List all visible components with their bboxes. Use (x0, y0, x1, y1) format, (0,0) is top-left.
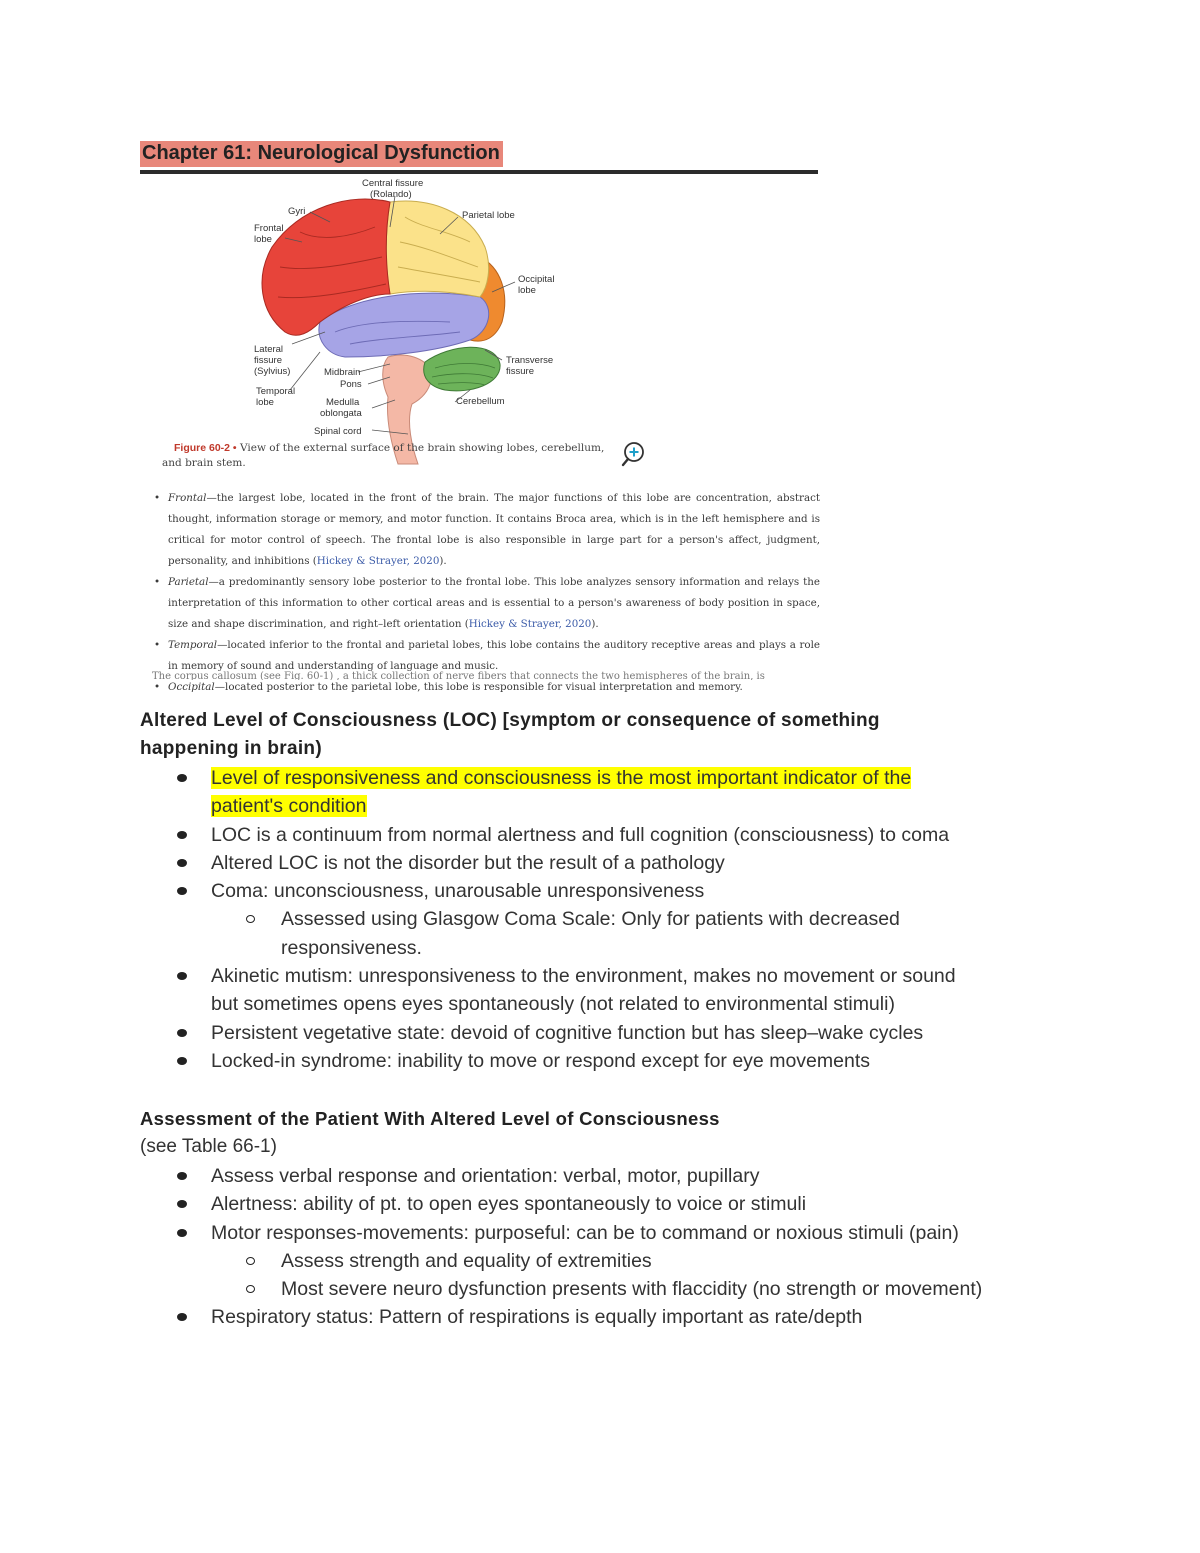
section2-list (140, 1162, 1100, 1332)
figure-caption (174, 442, 604, 454)
cut-off-text: The corpus callosum (see Fig. 60-1) , a thick collection of nerve fibers that connects the two hemispheres of the brain, is (152, 671, 765, 680)
figure-caption-line2: and brain stem. (162, 457, 246, 469)
label-cerebellum: Cerebellum (456, 396, 505, 407)
list-item: Motor responses-movements: purposeful: can be to command or noxious stimuli (pain) (140, 1219, 1100, 1247)
cerebellum-shape (424, 347, 500, 391)
zoom-in-icon[interactable] (620, 440, 648, 468)
list-item: LOC is a continuum from normal alertness and full cognition (consciousness) to coma (140, 821, 1100, 849)
sub-list-item: Assess strength and equality of extremities (140, 1247, 1100, 1275)
list-item: Altered LOC is not the disorder but the result of a pathology (140, 849, 1100, 877)
label-temporal: Temporal (256, 386, 296, 397)
lobe-item-parietal: • Parietal—a predominantly sensory lobe posterior to the frontal lobe. This lobe analyzes sensory information and relays the interpretation of this information to other cortical areas and is essential to a person's awareness of body position in space, size and shape discrimination, and right–left orientation (Hickey & Strayer, 2020). (150, 572, 820, 635)
list-item: Akinetic mutism: unresponsiveness to the environment, makes no movement or sound but sometimes opens eyes spontaneously (not related to environmental stimuli) (140, 962, 1100, 1019)
list-item: Respiratory status: Pattern of respirations is equally important as rate/depth (140, 1303, 1100, 1331)
label-fissure: fissure (254, 355, 282, 366)
citation-link[interactable]: Hickey & Strayer, 2020 (468, 618, 592, 630)
section1-heading-line2: happening in brain) (140, 738, 322, 759)
label-spinal-cord: Spinal cord (314, 426, 362, 437)
label-lateral: Lateral (254, 344, 284, 355)
lobe-descriptions (150, 488, 820, 698)
bullet-icon (177, 774, 187, 782)
label-parietal-lobe: Parietal lobe (462, 210, 515, 221)
hollow-bullet-icon (246, 915, 255, 923)
bullet-icon (177, 1313, 187, 1321)
list-item: Alertness: ability of pt. to open eyes spontaneously to voice or stimuli (140, 1190, 1100, 1218)
sub-list-item: Most severe neuro dysfunction presents with flaccidity (no strength or movement) (140, 1275, 1100, 1303)
hollow-bullet-icon (246, 1285, 255, 1293)
brain-figure (150, 172, 820, 707)
label-oblongata: oblongata (320, 408, 362, 419)
label-central-fissure: Central fissure (362, 178, 424, 189)
bullet-icon (177, 887, 187, 895)
list-item: Coma: unconsciousness, unarousable unresponsiveness (140, 877, 1100, 905)
label-rolando: (Rolando) (370, 189, 412, 200)
bullet-icon (177, 972, 187, 980)
label-pons: Pons (340, 379, 362, 390)
bullet-icon (177, 831, 187, 839)
list-item: Level of responsiveness and consciousness is the most important indicator of the patient's condition (140, 764, 1100, 821)
label-medulla: Medulla (326, 397, 360, 408)
figure-caption-text: View of the external surface of the brain showing lobes, cerebellum, (239, 442, 605, 454)
chapter-title: Chapter 61: Neurological Dysfunction (140, 141, 503, 167)
list-item: Persistent vegetative state: devoid of cognitive function but has sleep–wake cycles (140, 1019, 1100, 1047)
label-sylvius: (Sylvius) (254, 366, 291, 377)
bullet-icon (177, 859, 187, 867)
label-occipital: Occipital (518, 274, 555, 285)
bullet-icon (177, 1229, 187, 1237)
label-transverse: Transverse (506, 355, 554, 366)
label-midbrain: Midbrain (324, 367, 361, 378)
list-item: Assess verbal response and orientation: verbal, motor, pupillary (140, 1162, 1100, 1190)
citation-link[interactable]: Hickey & Strayer, 2020 (316, 555, 440, 567)
bullet-icon (177, 1029, 187, 1037)
label-gyri: Gyri (288, 206, 306, 217)
sub-list-item: Assessed using Glasgow Coma Scale: Only for patients with decreased responsiveness. (140, 905, 1100, 962)
label-transverse-fissure: fissure (506, 366, 534, 377)
section1-heading-line1: Altered Level of Consciousness (LOC) [symptom or consequence of something (140, 710, 880, 731)
label-temporal-lobe: lobe (256, 397, 274, 408)
lobe-item-frontal: • Frontal—the largest lobe, located in the front of the brain. The major functions of this lobe are concentration, abstract thought, information storage or memory, and motor function. It contains Broca area, which is in the left hemisphere and is critical for motor control of speech. The frontal lobe is also responsible in large part for a person's affect, judgment, personality, and inhibitions (Hickey & Strayer, 2020). (150, 488, 820, 572)
figure-caption-label: Figure 60-2 • (174, 442, 237, 454)
bullet-icon (177, 1172, 187, 1180)
bullet-icon (177, 1057, 187, 1065)
label-frontal-lobe: lobe (254, 234, 272, 245)
label-occipital-lobe: lobe (518, 285, 536, 296)
section1-list (140, 764, 1100, 1075)
label-frontal: Frontal (254, 223, 284, 234)
bullet-icon (177, 1200, 187, 1208)
section2-heading: Assessment of the Patient With Altered Level of Consciousness (140, 1108, 720, 1129)
section2-subline: (see Table 66-1) (140, 1136, 277, 1157)
lobe-item-temporal: • Temporal—located inferior to the frontal and parietal lobes, this lobe contains the auditory receptive areas and plays a role in memory of sound and understanding of language and music. (150, 635, 820, 677)
list-item: Locked-in syndrome: inability to move or respond except for eye movements (140, 1047, 1100, 1075)
hollow-bullet-icon (246, 1257, 255, 1265)
lobe-item-occipital: • Occipital—located posterior to the parietal lobe, this lobe is responsible for visual interpretation and memory. (150, 677, 820, 698)
